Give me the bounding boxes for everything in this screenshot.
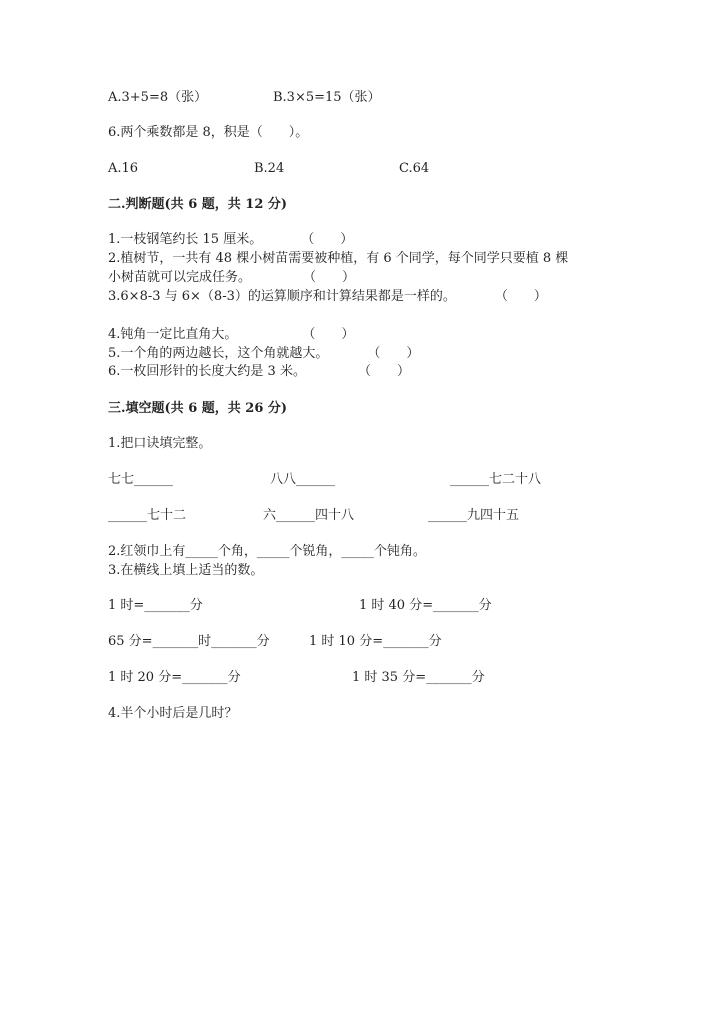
section3-title: 三.填空题(共 6 题，共 26 分) <box>108 401 288 416</box>
mult-row1-b: 八八______ <box>270 472 336 487</box>
mult-row1-a: 七七______ <box>108 472 174 487</box>
q6-option-a: A.16 <box>108 161 139 176</box>
section2-title: 二.判断题(共 6 题，共 12 分) <box>108 197 288 212</box>
fill-q1: 1.把口诀填完整。 <box>108 436 212 451</box>
time-row1-a: 1 时=_______分 <box>108 598 203 613</box>
fill-q4: 4.半个小时后是几时？ <box>108 706 238 721</box>
q6-option-b: B.24 <box>254 161 285 176</box>
judge-q6: 6.一枚回形针的长度大约是 3 米。 （ ） <box>108 364 410 379</box>
q6-option-c: C.64 <box>399 161 430 176</box>
judge-q4: 4.钝角一定比直角大。 （ ） <box>108 327 355 342</box>
time-row2-b: 1 时 10 分=_______分 <box>309 634 442 649</box>
time-row1-b: 1 时 40 分=_______分 <box>359 598 492 613</box>
time-row2-a: 65 分=_______时_______分 <box>108 634 270 649</box>
mult-row1-c: ______七二十八 <box>450 472 542 487</box>
q5-option-a: A.3+5=8（张） <box>108 90 208 105</box>
judge-q5: 5.一个角的两边越长，这个角就越大。 （ ） <box>108 346 420 361</box>
judge-q2-line1: 2.植树节，一共有 48 棵小树苗需要被种植，有 6 个同学，每个同学只要植 8 棵 <box>108 251 569 266</box>
q6-text: 6.两个乘数都是 8，积是（ ）。 <box>108 125 309 140</box>
mult-row2-c: ______九四十五 <box>428 508 520 523</box>
fill-q3: 3.在横线上填上适当的数。 <box>108 563 264 578</box>
time-row3-b: 1 时 35 分=_______分 <box>352 670 485 685</box>
mult-row2-b: 六______四十八 <box>263 508 355 523</box>
judge-q2-line2: 小树苗就可以完成任务。 （ ） <box>108 270 356 285</box>
q5-option-b: B.3×5=15（张） <box>273 90 381 105</box>
fill-q2: 2.红领巾上有_____个角，_____个锐角，_____个钝角。 <box>108 544 426 559</box>
time-row3-a: 1 时 20 分=_______分 <box>108 670 241 685</box>
judge-q1: 1.一枝钢笔约长 15 厘米。 （ ） <box>108 232 354 247</box>
mult-row2-a: ______七十二 <box>108 508 187 523</box>
judge-q3: 3.6×8-3 与 6×（8-3）的运算顺序和计算结果都是一样的。 （ ） <box>108 289 547 304</box>
